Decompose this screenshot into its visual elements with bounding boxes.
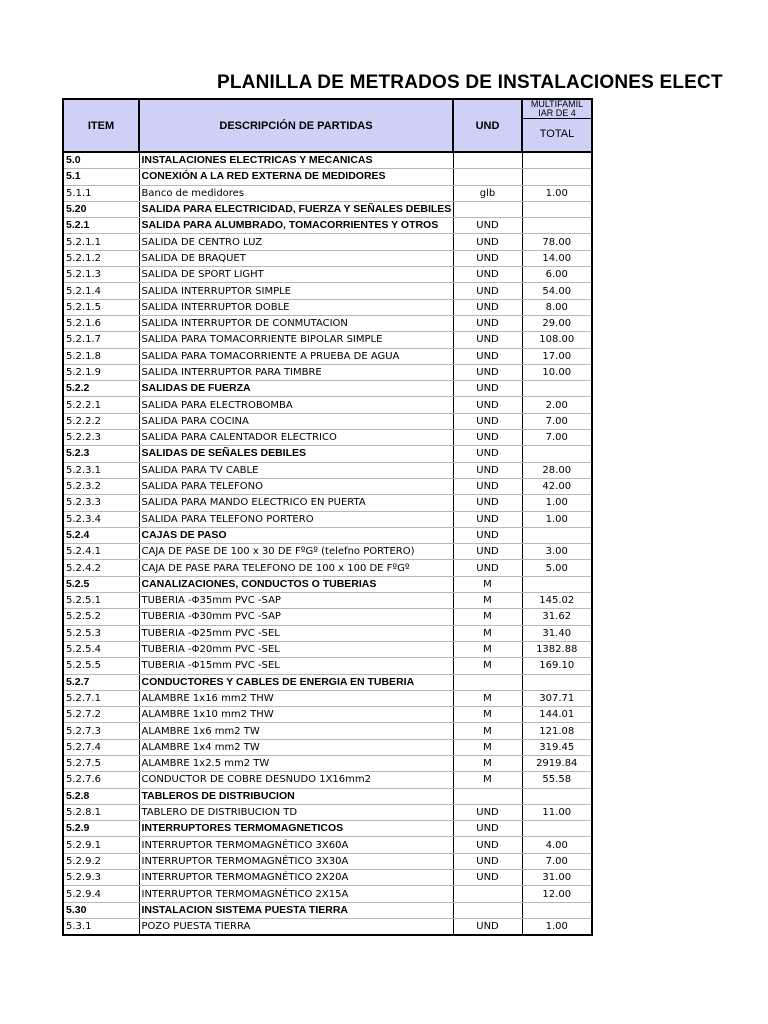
row-unit: UND <box>453 804 522 820</box>
row-item: 5.2.4.2 <box>63 560 139 576</box>
table-row <box>63 348 592 364</box>
header-total-group <box>522 99 592 152</box>
row-item: 5.2.1.5 <box>63 299 139 315</box>
table-row <box>63 690 592 706</box>
row-item: 5.2.5.3 <box>63 625 139 641</box>
row-unit: UND <box>453 527 522 543</box>
table-row <box>63 315 592 331</box>
row-total: 17.00 <box>522 348 592 364</box>
row-description: ALAMBRE 1x4 mm2 TW <box>139 739 453 755</box>
row-unit: M <box>453 658 522 674</box>
table-row <box>63 837 592 853</box>
row-total <box>522 169 592 185</box>
row-unit: M <box>453 609 522 625</box>
row-unit: M <box>453 690 522 706</box>
row-description: SALIDAS DE FUERZA <box>139 381 453 397</box>
page-title: PLANILLA DE METRADOS DE INSTALACIONES ELECT <box>217 72 723 93</box>
row-description: SALIDA DE SPORT LIGHT <box>139 267 453 283</box>
table-row <box>63 332 592 348</box>
row-total <box>522 152 592 169</box>
row-description: ALAMBRE 1x2.5 mm2 TW <box>139 755 453 771</box>
row-unit: M <box>453 707 522 723</box>
row-item: 5.2.8 <box>63 788 139 804</box>
row-item: 5.2.9.1 <box>63 837 139 853</box>
row-unit: UND <box>453 283 522 299</box>
row-unit: UND <box>453 299 522 315</box>
row-unit: UND <box>453 446 522 462</box>
row-unit: UND <box>453 332 522 348</box>
table-row <box>63 886 592 902</box>
row-total: 1.00 <box>522 511 592 527</box>
row-total: 2919.84 <box>522 755 592 771</box>
header-und: UND <box>453 99 522 152</box>
table-row <box>63 234 592 250</box>
row-unit <box>453 201 522 217</box>
row-total: 7.00 <box>522 413 592 429</box>
row-unit: UND <box>453 250 522 266</box>
row-item: 5.0 <box>63 152 139 169</box>
row-total: 8.00 <box>522 299 592 315</box>
row-total: 12.00 <box>522 886 592 902</box>
table-row <box>63 609 592 625</box>
row-total: 108.00 <box>522 332 592 348</box>
row-total: 7.00 <box>522 430 592 446</box>
row-description: TUBERIA -Φ35mm PVC -SAP <box>139 593 453 609</box>
row-unit: UND <box>453 478 522 494</box>
row-item: 5.2.3.3 <box>63 495 139 511</box>
row-description: CAJAS DE PASO <box>139 527 453 543</box>
table-row <box>63 169 592 185</box>
row-description: TUBERIA -Φ30mm PVC -SAP <box>139 609 453 625</box>
row-total <box>522 576 592 592</box>
row-unit: UND <box>453 853 522 869</box>
row-unit: UND <box>453 413 522 429</box>
row-item: 5.2.7.2 <box>63 707 139 723</box>
row-total <box>522 381 592 397</box>
header-total: TOTAL <box>539 128 575 140</box>
table-row <box>63 739 592 755</box>
row-item: 5.2.1.2 <box>63 250 139 266</box>
table-row <box>63 381 592 397</box>
row-unit <box>453 788 522 804</box>
row-item: 5.2.9 <box>63 821 139 837</box>
row-item: 5.2.5.2 <box>63 609 139 625</box>
table-row <box>63 495 592 511</box>
table-row <box>63 283 592 299</box>
row-item: 5.1 <box>63 169 139 185</box>
row-item: 5.2.1.9 <box>63 364 139 380</box>
table-row <box>63 625 592 641</box>
row-description: SALIDA PARA CALENTADOR ELECTRICO <box>139 430 453 446</box>
row-total: 78.00 <box>522 234 592 250</box>
row-description: SALIDA PARA ELECTROBOMBA <box>139 397 453 413</box>
row-description: TABLEROS DE DISTRIBUCION <box>139 788 453 804</box>
row-unit: UND <box>453 234 522 250</box>
row-unit: M <box>453 576 522 592</box>
row-item: 5.2.3.2 <box>63 478 139 494</box>
row-description: ALAMBRE 1x6 mm2 TW <box>139 723 453 739</box>
row-description: POZO PUESTA TIERRA <box>139 918 453 935</box>
row-unit: UND <box>453 397 522 413</box>
row-item: 5.2.2.1 <box>63 397 139 413</box>
row-total <box>522 674 592 690</box>
row-total: 55.58 <box>522 772 592 788</box>
row-description: SALIDA INTERRUPTOR DE CONMUTACION <box>139 315 453 331</box>
table-row <box>63 870 592 886</box>
row-item: 5.2.1.4 <box>63 283 139 299</box>
row-unit: UND <box>453 218 522 234</box>
table-row <box>63 544 592 560</box>
row-unit: UND <box>453 462 522 478</box>
table-row <box>63 218 592 234</box>
row-total: 169.10 <box>522 658 592 674</box>
row-item: 5.30 <box>63 902 139 918</box>
row-total <box>522 218 592 234</box>
row-item: 5.2.2.2 <box>63 413 139 429</box>
row-unit: UND <box>453 837 522 853</box>
row-total <box>522 527 592 543</box>
row-unit: UND <box>453 544 522 560</box>
row-total: 1.00 <box>522 495 592 511</box>
row-total: 10.00 <box>522 364 592 380</box>
table-row <box>63 185 592 201</box>
row-total: 1.00 <box>522 185 592 201</box>
row-unit: UND <box>453 560 522 576</box>
table-row <box>63 576 592 592</box>
row-unit <box>453 886 522 902</box>
row-total <box>522 821 592 837</box>
table-row <box>63 462 592 478</box>
row-unit: M <box>453 625 522 641</box>
table-row <box>63 560 592 576</box>
row-item: 5.2.1.3 <box>63 267 139 283</box>
row-item: 5.2.7.3 <box>63 723 139 739</box>
table-row <box>63 788 592 804</box>
row-item: 5.2.1.1 <box>63 234 139 250</box>
table-row <box>63 250 592 266</box>
table-row <box>63 201 592 217</box>
row-unit <box>453 902 522 918</box>
row-unit: M <box>453 739 522 755</box>
row-total: 1.00 <box>522 918 592 935</box>
row-description: SALIDAS DE SEÑALES DEBILES <box>139 446 453 462</box>
row-item: 5.2.3 <box>63 446 139 462</box>
row-description: CONDUCTORES Y CABLES DE ENERGIA EN TUBERIA <box>139 674 453 690</box>
row-description: ALAMBRE 1x16 mm2 THW <box>139 690 453 706</box>
row-description: CAJA DE PASE DE 100 x 30 DE FºGº (telefno PORTERO) <box>139 544 453 560</box>
table-body <box>63 152 592 935</box>
row-unit: UND <box>453 364 522 380</box>
row-unit: UND <box>453 267 522 283</box>
row-item: 5.2.7.1 <box>63 690 139 706</box>
row-item: 5.20 <box>63 201 139 217</box>
row-description: INTERRUPTOR TERMOMAGNÉTICO 2X15A <box>139 886 453 902</box>
row-total <box>522 201 592 217</box>
row-total: 1382.88 <box>522 641 592 657</box>
row-total: 28.00 <box>522 462 592 478</box>
header-descripcion: DESCRIPCIÓN DE PARTIDAS <box>139 99 453 152</box>
table-row <box>63 641 592 657</box>
row-total: 7.00 <box>522 853 592 869</box>
table-row <box>63 397 592 413</box>
row-item: 5.2.5.1 <box>63 593 139 609</box>
row-description: INTERRUPTOR TERMOMAGNÉTICO 3X30A <box>139 853 453 869</box>
row-description: SALIDA PARA TOMACORRIENTE BIPOLAR SIMPLE <box>139 332 453 348</box>
row-description: INSTALACION SISTEMA PUESTA TIERRA <box>139 902 453 918</box>
row-description: Banco de medidores <box>139 185 453 201</box>
row-description: TUBERIA -Φ20mm PVC -SEL <box>139 641 453 657</box>
row-unit: UND <box>453 821 522 837</box>
row-unit: UND <box>453 495 522 511</box>
row-description: ALAMBRE 1x10 mm2 THW <box>139 707 453 723</box>
row-unit: UND <box>453 870 522 886</box>
row-item: 5.2.1 <box>63 218 139 234</box>
row-total: 31.00 <box>522 870 592 886</box>
row-total: 42.00 <box>522 478 592 494</box>
row-description: CONDUCTOR DE COBRE DESNUDO 1X16mm2 <box>139 772 453 788</box>
table-row <box>63 772 592 788</box>
row-description: INTERRUPTORES TERMOMAGNETICOS <box>139 821 453 837</box>
row-total: 307.71 <box>522 690 592 706</box>
row-item: 5.2.9.2 <box>63 853 139 869</box>
row-total: 54.00 <box>522 283 592 299</box>
row-item: 5.2.4 <box>63 527 139 543</box>
row-unit <box>453 169 522 185</box>
row-description: TUBERIA -Φ25mm PVC -SEL <box>139 625 453 641</box>
row-item: 5.2.2 <box>63 381 139 397</box>
row-description: INTERRUPTOR TERMOMAGNÉTICO 2X20A <box>139 870 453 886</box>
table-row <box>63 707 592 723</box>
row-total: 2.00 <box>522 397 592 413</box>
row-unit: M <box>453 755 522 771</box>
row-description: SALIDA PARA TV CABLE <box>139 462 453 478</box>
table-row <box>63 152 592 169</box>
row-total: 121.08 <box>522 723 592 739</box>
row-item: 5.2.1.7 <box>63 332 139 348</box>
table-row <box>63 511 592 527</box>
table-row <box>63 821 592 837</box>
row-description: CANALIZACIONES, CONDUCTOS O TUBERIAS <box>139 576 453 592</box>
row-total: 145.02 <box>522 593 592 609</box>
table-row <box>63 853 592 869</box>
row-total: 4.00 <box>522 837 592 853</box>
table-header-row <box>63 99 592 152</box>
row-item: 5.2.3.1 <box>63 462 139 478</box>
row-total: 14.00 <box>522 250 592 266</box>
row-total: 31.40 <box>522 625 592 641</box>
row-unit: UND <box>453 430 522 446</box>
table-row <box>63 430 592 446</box>
row-description: SALIDA PARA TELEFONO <box>139 478 453 494</box>
row-description: INTERRUPTOR TERMOMAGNÉTICO 3X60A <box>139 837 453 853</box>
row-description: SALIDA PARA MANDO ELECTRICO EN PUERTA <box>139 495 453 511</box>
row-item: 5.2.1.6 <box>63 315 139 331</box>
row-description: TABLERO DE DISTRIBUCION TD <box>139 804 453 820</box>
row-item: 5.2.2.3 <box>63 430 139 446</box>
row-unit: M <box>453 772 522 788</box>
row-description: SALIDA PARA TELEFONO PORTERO <box>139 511 453 527</box>
row-description: INSTALACIONES ELECTRICAS Y MECANICAS <box>139 152 453 169</box>
metrados-table <box>62 98 593 936</box>
row-unit <box>453 152 522 169</box>
row-unit: UND <box>453 918 522 935</box>
row-item: 5.2.7 <box>63 674 139 690</box>
row-description: SALIDA INTERRUPTOR DOBLE <box>139 299 453 315</box>
table-row <box>63 918 592 935</box>
table-row <box>63 267 592 283</box>
table-row <box>63 593 592 609</box>
row-description: TUBERIA -Φ15mm PVC -SEL <box>139 658 453 674</box>
row-unit: UND <box>453 348 522 364</box>
table-row <box>63 413 592 429</box>
table-row <box>63 723 592 739</box>
row-item: 5.1.1 <box>63 185 139 201</box>
table-row <box>63 674 592 690</box>
row-description: SALIDA INTERRUPTOR PARA TIMBRE <box>139 364 453 380</box>
row-total: 29.00 <box>522 315 592 331</box>
row-unit: UND <box>453 381 522 397</box>
row-description: SALIDA PARA ELECTRICIDAD, FUERZA Y SEÑALES DEBILES <box>139 201 453 217</box>
row-description: CAJA DE PASE PARA TELEFONO DE 100 x 100 DE FºGº <box>139 560 453 576</box>
header-item: ITEM <box>63 99 139 152</box>
row-item: 5.2.7.5 <box>63 755 139 771</box>
row-total: 144.01 <box>522 707 592 723</box>
row-item: 5.2.4.1 <box>63 544 139 560</box>
row-total <box>522 446 592 462</box>
row-item: 5.3.1 <box>63 918 139 935</box>
table-row <box>63 755 592 771</box>
row-total: 11.00 <box>522 804 592 820</box>
row-description: SALIDA PARA COCINA <box>139 413 453 429</box>
row-description: SALIDA INTERRUPTOR SIMPLE <box>139 283 453 299</box>
row-description: SALIDA PARA TOMACORRIENTE A PRUEBA DE AGUA <box>139 348 453 364</box>
table-row <box>63 527 592 543</box>
header-multifamiliar: MULTIFAMIL IAR DE 4 <box>523 100 591 119</box>
row-total: 3.00 <box>522 544 592 560</box>
row-item: 5.2.5 <box>63 576 139 592</box>
row-description: CONEXIÓN A LA RED EXTERNA DE MEDIDORES <box>139 169 453 185</box>
row-item: 5.2.9.4 <box>63 886 139 902</box>
row-total <box>522 902 592 918</box>
row-unit: M <box>453 641 522 657</box>
metrados-table-container <box>62 98 593 936</box>
row-unit <box>453 674 522 690</box>
table-row <box>63 804 592 820</box>
row-unit: UND <box>453 315 522 331</box>
row-total: 6.00 <box>522 267 592 283</box>
row-item: 5.2.8.1 <box>63 804 139 820</box>
table-row <box>63 658 592 674</box>
row-unit: glb <box>453 185 522 201</box>
table-row <box>63 446 592 462</box>
table-row <box>63 364 592 380</box>
row-item: 5.2.5.5 <box>63 658 139 674</box>
row-total: 319.45 <box>522 739 592 755</box>
row-total: 5.00 <box>522 560 592 576</box>
row-description: SALIDA DE BRAQUET <box>139 250 453 266</box>
row-item: 5.2.7.6 <box>63 772 139 788</box>
row-unit: UND <box>453 511 522 527</box>
row-total: 31.62 <box>522 609 592 625</box>
row-unit: M <box>453 593 522 609</box>
row-description: SALIDA PARA ALUMBRADO, TOMACORRIENTES Y OTROS <box>139 218 453 234</box>
row-item: 5.2.1.8 <box>63 348 139 364</box>
row-item: 5.2.3.4 <box>63 511 139 527</box>
table-row <box>63 478 592 494</box>
table-row <box>63 902 592 918</box>
table-row <box>63 299 592 315</box>
row-item: 5.2.9.3 <box>63 870 139 886</box>
row-unit: M <box>453 723 522 739</box>
row-description: SALIDA DE CENTRO LUZ <box>139 234 453 250</box>
row-item: 5.2.5.4 <box>63 641 139 657</box>
row-total <box>522 788 592 804</box>
row-item: 5.2.7.4 <box>63 739 139 755</box>
